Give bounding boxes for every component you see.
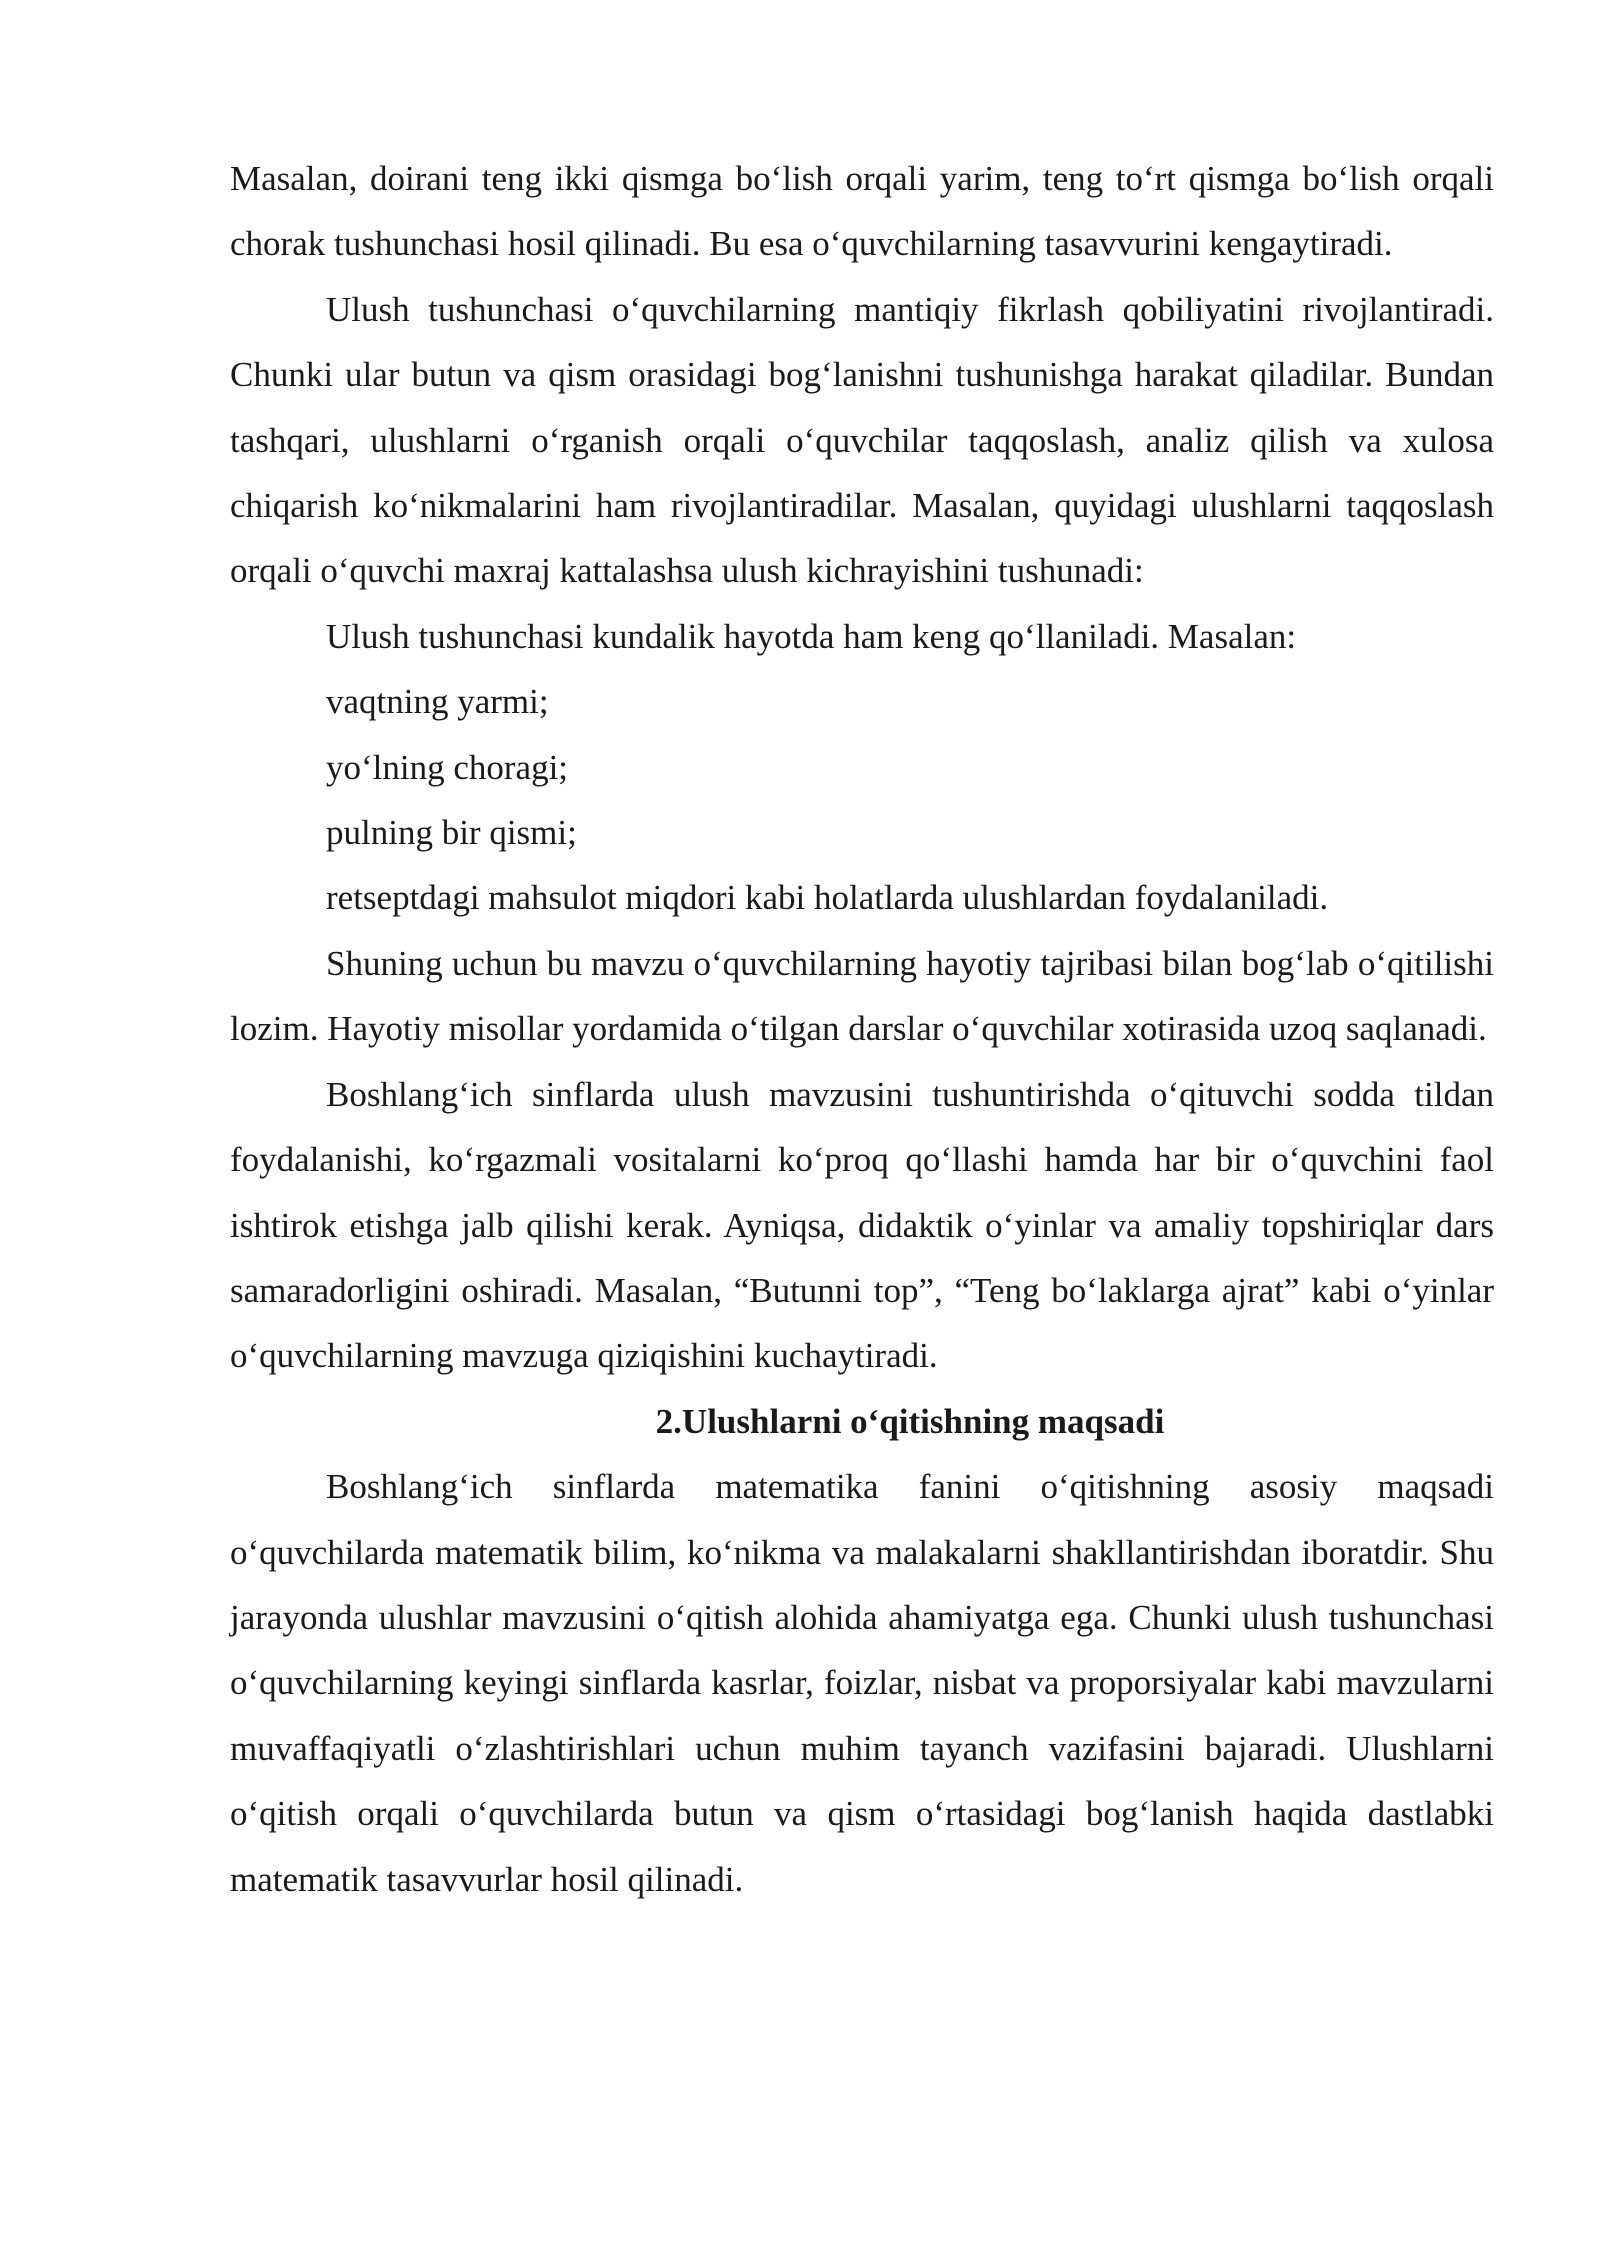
document-body	[230, 146, 1494, 1912]
paragraph-life-experience: Shuning uchun bu mavzu o‘quvchilarning hayotiy tajribasi bilan bog‘lab o‘qitilishi lozim. Hayotiy misollar yordamida o‘tilgan darslar o‘quvchilar xotirasida uzoq saqlanadi.	[230, 943, 1494, 1049]
list-item-road-quarter: yo‘lning choragi;	[326, 747, 569, 787]
paragraph-teaching-goal: Boshlang‘ich sinflarda matematika fanini o‘qitishning asosiy maqsadi o‘quvchilarda matematik bilim, ko‘nikma va malakalarni shakllantirishdan iboratdir. Shu jarayonda ulushlar mavzusini o‘qitish alohida ahamiyatga ega. Chunki ulush tushunchasi o‘quvchilarning keyingi sinflarda kasrlar, foizlar, nisbat va proporsiyalar kabi mavzularni muvaffaqiyatli o‘zlashtirishlari uchun muhim tayanch vazifasini bajaradi. Ulushlarni o‘qitish orqali o‘quvchilarda butun va qism o‘rtasidagi bog‘lanish haqida dastlabki matematik tasavvurlar hosil qilinadi.	[230, 1467, 1494, 1899]
paragraph-half-quarter-example: Masalan, doirani teng ikki qismga bo‘lish orqali yarim, teng to‘rt qismga bo‘lish orqali chorak tushunchasi hosil qilinadi. Bu esa o‘quvchilarning tasavvurini kengaytiradi.	[230, 159, 1494, 264]
list-item-money-part: pulning bir qismi;	[326, 813, 577, 853]
section-heading: 2.Ulushlarni o‘qitishning maqsadi	[655, 1401, 1165, 1441]
everyday-usage-intro: Ulush tushunchasi kundalik hayotda ham keng qo‘llaniladi. Masalan:	[326, 616, 1297, 656]
list-item-recipe-quantity: retseptdagi mahsulot miqdori kabi holatlarda ulushlardan foydalaniladi.	[326, 878, 1329, 918]
list-item-time-half: vaqtning yarmi;	[326, 682, 549, 722]
paragraph-teaching-methods: Boshlang‘ich sinflarda ulush mavzusini tushuntirishda o‘qituvchi sodda tildan foydalanishi, ko‘rgazmali vositalarni ko‘proq qo‘llashi hamda har bir o‘quvchini faol ishtirok etishga jalb qilishi kerak. Ayniqsa, didaktik o‘yinlar va amaliy topshiriqlar dars samaradorligini oshiradi. Masalan, “Butunni top”, “Teng bo‘laklarga ajrat” kabi o‘yinlar o‘quvchilarning mavzuga qiziqishini kuchaytiradi.	[230, 1074, 1494, 1376]
paragraph-logical-thinking: Ulush tushunchasi o‘quvchilarning mantiqiy fikrlash qobiliyatini rivojlantiradi. Chunki ular butun va qism orasidagi bog‘lanishni tushunishga harakat qiladilar. Bundan tashqari, ulushlarni o‘rganish orqali o‘quvchilar taqqoslash, analiz qilish va xulosa chiqarish ko‘nikmalarini ham rivojlantiradilar. Masalan, quyidagi ulushlarni taqqoslash orqali o‘quvchi maxraj kattalashsa ulush kichrayishini tushunadi:	[230, 289, 1494, 591]
